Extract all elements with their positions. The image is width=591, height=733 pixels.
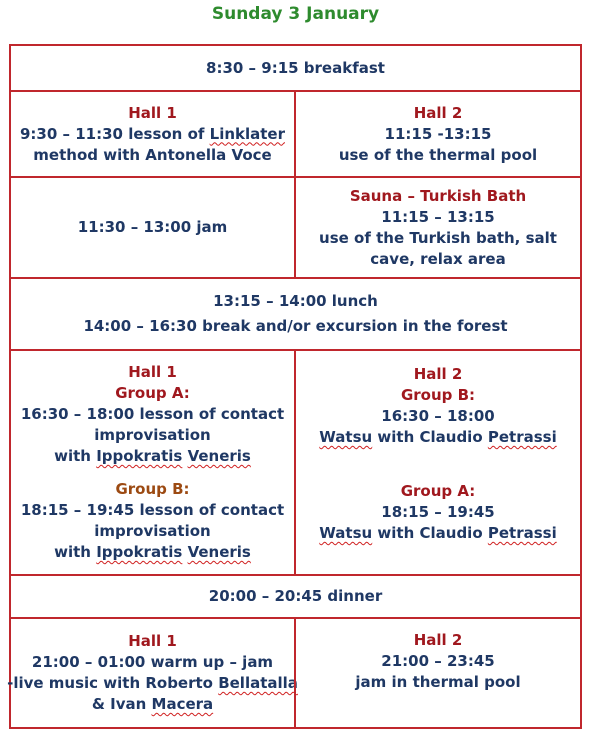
breakfast-text: 8:30 – 9:15 breakfast bbox=[206, 58, 385, 77]
teacher-firstname: Ippokratis bbox=[96, 543, 183, 561]
hall2-morning-cell bbox=[294, 90, 582, 178]
hall2-time: 11:15 -13:15 bbox=[384, 124, 492, 143]
sauna-time: 11:15 – 13:15 bbox=[381, 207, 495, 226]
linklater-prefix: 9:30 – 11:30 lesson of bbox=[19, 124, 210, 143]
hall1-heading: Hall 1 bbox=[128, 103, 177, 122]
hall2-afternoon-cell bbox=[294, 349, 582, 576]
break-text: 14:00 – 16:30 break and/or excursion in the forest bbox=[83, 317, 508, 335]
watsu-teacher-surname: Petrassi bbox=[487, 524, 557, 542]
live-music-line bbox=[7, 673, 298, 694]
watsu-word: Watsu bbox=[319, 428, 373, 446]
lunch-text: 13:15 – 14:00 lunch bbox=[213, 292, 378, 310]
watsu-with: with Claudio bbox=[372, 428, 488, 446]
hall1-afternoon-cell bbox=[9, 349, 296, 576]
contact-lesson-b-line1: 18:15 – 19:45 lesson of contact bbox=[20, 501, 285, 519]
contact-lesson-a-line1: 16:30 – 18:00 lesson of contact bbox=[20, 405, 285, 423]
hall2-evening-time: 21:00 – 23:45 bbox=[381, 652, 495, 670]
hall2-evening-heading: Hall 2 bbox=[413, 631, 463, 649]
instructor-prefix: method with Antonella bbox=[33, 145, 232, 164]
contact-lesson-b-line3 bbox=[54, 542, 251, 563]
watsu-teacher-surname: Petrassi bbox=[487, 428, 557, 446]
group-a-heading: Group A: bbox=[400, 482, 476, 500]
watsu-with: with Claudio bbox=[372, 524, 488, 542]
sauna-activity-line2: cave, relax area bbox=[370, 249, 506, 268]
group-b-heading: Group B: bbox=[115, 480, 190, 498]
sauna-activity-line1: use of the Turkish bath, salt bbox=[319, 228, 557, 247]
watsu-b-line bbox=[319, 427, 556, 448]
hall2-afternoon-heading: Hall 2 bbox=[413, 365, 463, 383]
hall1-morning-cell bbox=[9, 90, 296, 178]
teacher-surname: Veneris bbox=[187, 447, 251, 465]
page-title: Sunday 3 January bbox=[211, 4, 380, 24]
contact-lesson-b-line2: improvisation bbox=[94, 522, 211, 540]
jam-text: 11:30 – 13:00 jam bbox=[77, 218, 228, 236]
dinner-cell bbox=[9, 574, 582, 619]
breakfast-cell bbox=[9, 44, 582, 92]
hall2-evening-cell bbox=[294, 617, 582, 729]
watsu-a-line bbox=[319, 523, 556, 544]
hall2-activity: use of the thermal pool bbox=[338, 145, 538, 164]
with-prefix: with bbox=[54, 543, 97, 561]
group-b-heading: Group B: bbox=[400, 386, 476, 404]
hall1-afternoon-heading: Hall 1 bbox=[128, 363, 177, 381]
linklater-line bbox=[20, 124, 285, 145]
teacher-firstname: Ippokratis bbox=[96, 447, 183, 465]
watsu-a-time: 18:15 – 19:45 bbox=[381, 503, 495, 521]
warmup-line: 21:00 – 01:00 warm up – jam bbox=[31, 653, 274, 671]
teacher-surname: Veneris bbox=[187, 543, 251, 561]
group-a-heading: Group A: bbox=[115, 384, 190, 402]
second-musician-line bbox=[92, 694, 213, 715]
with-prefix: with bbox=[54, 447, 97, 465]
dinner-text: 20:00 – 20:45 dinner bbox=[208, 587, 383, 605]
sauna-cell bbox=[294, 176, 582, 279]
hall2-evening-activity: jam in thermal pool bbox=[355, 673, 521, 691]
sauna-heading: Sauna – Turkish Bath bbox=[349, 186, 527, 205]
musician-surname: Bellatalla bbox=[218, 674, 298, 692]
hall1-evening-heading: Hall 1 bbox=[128, 632, 177, 650]
lunch-cell bbox=[9, 277, 582, 351]
linklater-name: Linklater bbox=[209, 124, 285, 143]
second-musician-surname: Macera bbox=[151, 695, 214, 713]
instructor-line bbox=[33, 145, 271, 166]
second-musician-prefix: & Ivan bbox=[91, 695, 152, 713]
hall2-heading: Hall 2 bbox=[413, 103, 463, 122]
watsu-word: Watsu bbox=[319, 524, 373, 542]
live-music-prefix: -live music with Roberto bbox=[7, 674, 219, 692]
jam-cell bbox=[9, 176, 296, 279]
contact-lesson-a-line2: improvisation bbox=[94, 426, 211, 444]
instructor-surname: Voce bbox=[231, 145, 272, 164]
hall1-evening-cell bbox=[9, 617, 296, 729]
watsu-b-time: 16:30 – 18:00 bbox=[381, 407, 495, 425]
contact-lesson-a-line3 bbox=[54, 446, 251, 467]
